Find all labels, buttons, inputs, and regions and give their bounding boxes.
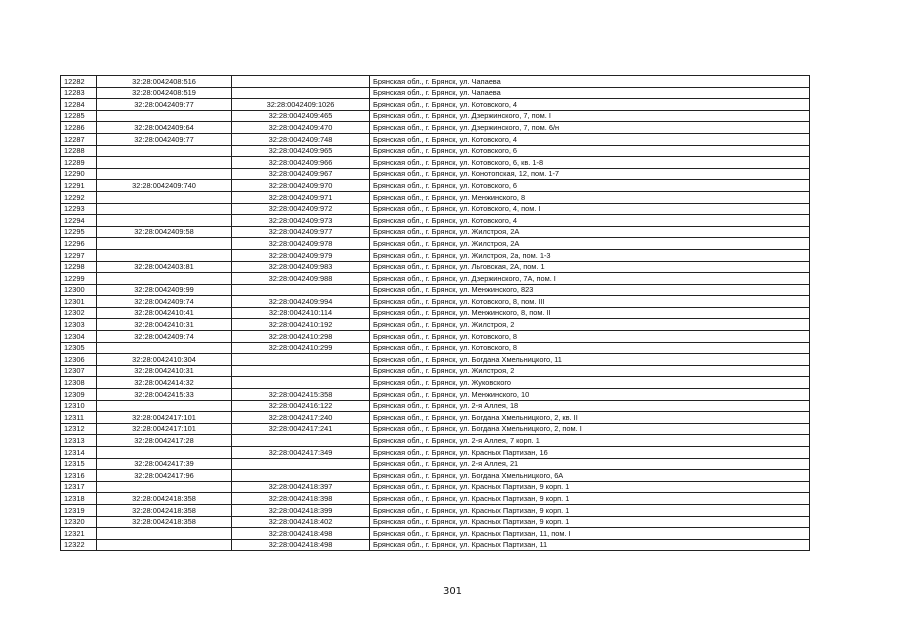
building-number-cell: 32:28:0042409:977 [232, 226, 370, 238]
table-row [61, 307, 810, 319]
table-row [61, 168, 810, 180]
row-number-cell: 12296 [61, 238, 97, 250]
land-plot-number-cell: 32:28:0042418:358 [97, 516, 232, 528]
address-cell: Брянская обл., г. Брянск, ул. Дзержинского, 7, пом. 6/н [370, 122, 810, 134]
address-cell: Брянская обл., г. Брянск, ул. Менжинского, 823 [370, 284, 810, 296]
land-plot-number-cell: 32:28:0042415:33 [97, 389, 232, 401]
land-plot-number-cell [97, 481, 232, 493]
land-plot-number-cell: 32:28:0042417:39 [97, 458, 232, 470]
building-number-cell: 32:28:0042410:114 [232, 307, 370, 319]
row-number-cell: 12310 [61, 400, 97, 412]
cadastral-table [60, 75, 810, 551]
building-number-cell: 32:28:0042418:498 [232, 539, 370, 551]
row-number-cell: 12302 [61, 307, 97, 319]
land-plot-number-cell [97, 342, 232, 354]
building-number-cell: 32:28:0042415:358 [232, 389, 370, 401]
table-row [61, 203, 810, 215]
land-plot-number-cell: 32:28:0042410:31 [97, 365, 232, 377]
building-number-cell: 32:28:0042410:299 [232, 342, 370, 354]
row-number-cell: 12282 [61, 76, 97, 88]
building-number-cell [232, 87, 370, 99]
row-number-cell: 12290 [61, 168, 97, 180]
address-cell: Брянская обл., г. Брянск, ул. Дзержинского, 7, пом. I [370, 110, 810, 122]
building-number-cell [232, 377, 370, 389]
land-plot-number-cell [97, 447, 232, 459]
address-cell: Брянская обл., г. Брянск, ул. Котовского, 4 [370, 133, 810, 145]
building-number-cell: 32:28:0042417:241 [232, 423, 370, 435]
land-plot-number-cell: 32:28:0042410:31 [97, 319, 232, 331]
row-number-cell: 12287 [61, 133, 97, 145]
table-row [61, 99, 810, 111]
land-plot-number-cell: 32:28:0042408:516 [97, 76, 232, 88]
address-cell: Брянская обл., г. Брянск, ул. Котовского, 8, пом. III [370, 296, 810, 308]
address-cell: Брянская обл., г. Брянск, ул. 2-я Аллея, 18 [370, 400, 810, 412]
table-row [61, 435, 810, 447]
building-number-cell: 32:28:0042409:965 [232, 145, 370, 157]
land-plot-number-cell [97, 215, 232, 227]
row-number-cell: 12300 [61, 284, 97, 296]
table-row [61, 377, 810, 389]
row-number-cell: 12317 [61, 481, 97, 493]
row-number-cell: 12305 [61, 342, 97, 354]
address-cell: Брянская обл., г. Брянск, ул. Котовского, 4, пом. I [370, 203, 810, 215]
table-row [61, 342, 810, 354]
building-number-cell: 32:28:0042418:398 [232, 493, 370, 505]
table-body [61, 76, 810, 551]
address-cell: Брянская обл., г. Брянск, ул. Котовского, 6, кв. 1-8 [370, 157, 810, 169]
table-row [61, 284, 810, 296]
building-number-cell: 32:28:0042409:966 [232, 157, 370, 169]
row-number-cell: 12322 [61, 539, 97, 551]
address-cell: Брянская обл., г. Брянск, ул. Жилстроя, 2А [370, 226, 810, 238]
land-plot-number-cell: 32:28:0042417:96 [97, 470, 232, 482]
address-cell: Брянская обл., г. Брянск, ул. Красных Партизан, 16 [370, 447, 810, 459]
building-number-cell: 32:28:0042418:402 [232, 516, 370, 528]
table-row [61, 470, 810, 482]
row-number-cell: 12294 [61, 215, 97, 227]
address-cell: Брянская обл., г. Брянск, ул. Льговская, 2А, пом. 1 [370, 261, 810, 273]
table-row [61, 423, 810, 435]
table-row [61, 319, 810, 331]
building-number-cell: 32:28:0042409:470 [232, 122, 370, 134]
table-row [61, 110, 810, 122]
address-cell: Брянская обл., г. Брянск, ул. Менжинского, 8, пом. II [370, 307, 810, 319]
row-number-cell: 12288 [61, 145, 97, 157]
address-cell: Брянская обл., г. Брянск, ул. 2-я Аллея, 7 корп. 1 [370, 435, 810, 447]
table-row [61, 400, 810, 412]
row-number-cell: 12289 [61, 157, 97, 169]
row-number-cell: 12319 [61, 504, 97, 516]
table-row [61, 389, 810, 401]
table-row [61, 296, 810, 308]
address-cell: Брянская обл., г. Брянск, ул. Дзержинского, 7А, пом. I [370, 273, 810, 285]
building-number-cell [232, 458, 370, 470]
table-row [61, 145, 810, 157]
row-number-cell: 12292 [61, 191, 97, 203]
row-number-cell: 12314 [61, 447, 97, 459]
land-plot-number-cell: 32:28:0042410:304 [97, 354, 232, 366]
row-number-cell: 12321 [61, 528, 97, 540]
building-number-cell: 32:28:0042409:979 [232, 249, 370, 261]
address-cell: Брянская обл., г. Брянск, ул. Красных Партизан, 11 [370, 539, 810, 551]
row-number-cell: 12286 [61, 122, 97, 134]
row-number-cell: 12283 [61, 87, 97, 99]
land-plot-number-cell: 32:28:0042417:28 [97, 435, 232, 447]
table-row [61, 180, 810, 192]
land-plot-number-cell [97, 191, 232, 203]
row-number-cell: 12307 [61, 365, 97, 377]
land-plot-number-cell [97, 203, 232, 215]
address-cell: Брянская обл., г. Брянск, ул. Жилстроя, 2 [370, 319, 810, 331]
address-cell: Брянская обл., г. Брянск, ул. Чапаева [370, 87, 810, 99]
address-cell: Брянская обл., г. Брянск, ул. Чапаева [370, 76, 810, 88]
table-row [61, 226, 810, 238]
land-plot-number-cell: 32:28:0042409:740 [97, 180, 232, 192]
address-cell: Брянская обл., г. Брянск, ул. Котовского, 6 [370, 145, 810, 157]
table-row [61, 87, 810, 99]
land-plot-number-cell: 32:28:0042409:77 [97, 133, 232, 145]
row-number-cell: 12311 [61, 412, 97, 424]
building-number-cell [232, 76, 370, 88]
building-number-cell: 32:28:0042418:397 [232, 481, 370, 493]
land-plot-number-cell [97, 249, 232, 261]
address-cell: Брянская обл., г. Брянск, ул. Жилстроя, 2 [370, 365, 810, 377]
land-plot-number-cell [97, 145, 232, 157]
building-number-cell: 32:28:0042409:994 [232, 296, 370, 308]
building-number-cell: 32:28:0042409:748 [232, 133, 370, 145]
row-number-cell: 12285 [61, 110, 97, 122]
land-plot-number-cell: 32:28:0042418:358 [97, 504, 232, 516]
row-number-cell: 12304 [61, 331, 97, 343]
land-plot-number-cell [97, 528, 232, 540]
building-number-cell: 32:28:0042418:498 [232, 528, 370, 540]
building-number-cell: 32:28:0042409:973 [232, 215, 370, 227]
land-plot-number-cell [97, 273, 232, 285]
row-number-cell: 12303 [61, 319, 97, 331]
table-row [61, 447, 810, 459]
table-row [61, 157, 810, 169]
row-number-cell: 12309 [61, 389, 97, 401]
row-number-cell: 12312 [61, 423, 97, 435]
table-row [61, 365, 810, 377]
address-cell: Брянская обл., г. Брянск, ул. Жуковского [370, 377, 810, 389]
building-number-cell: 32:28:0042409:1026 [232, 99, 370, 111]
table-row [61, 76, 810, 88]
address-cell: Брянская обл., г. Брянск, ул. Красных Партизан, 9 корп. 1 [370, 493, 810, 505]
address-cell: Брянская обл., г. Брянск, ул. Богдана Хмельницкого, 11 [370, 354, 810, 366]
address-cell: Брянская обл., г. Брянск, ул. Котовского, 4 [370, 99, 810, 111]
address-cell: Брянская обл., г. Брянск, ул. Жилстроя, 2А [370, 238, 810, 250]
address-cell: Брянская обл., г. Брянск, ул. Менжинского, 8 [370, 191, 810, 203]
address-cell: Брянская обл., г. Брянск, ул. Богдана Хмельницкого, 2, пом. I [370, 423, 810, 435]
row-number-cell: 12284 [61, 99, 97, 111]
address-cell: Брянская обл., г. Брянск, ул. Котовского, 4 [370, 215, 810, 227]
table-row [61, 504, 810, 516]
row-number-cell: 12316 [61, 470, 97, 482]
table-row [61, 238, 810, 250]
land-plot-number-cell: 32:28:0042417:101 [97, 423, 232, 435]
land-plot-number-cell: 32:28:0042417:101 [97, 412, 232, 424]
row-number-cell: 12297 [61, 249, 97, 261]
row-number-cell: 12308 [61, 377, 97, 389]
building-number-cell: 32:28:0042417:240 [232, 412, 370, 424]
table-row [61, 516, 810, 528]
table-row [61, 539, 810, 551]
land-plot-number-cell [97, 539, 232, 551]
row-number-cell: 12301 [61, 296, 97, 308]
address-cell: Брянская обл., г. Брянск, ул. Красных Партизан, 11, пом. I [370, 528, 810, 540]
table-row [61, 354, 810, 366]
building-number-cell: 32:28:0042409:978 [232, 238, 370, 250]
address-cell: Брянская обл., г. Брянск, ул. Богдана Хмельницкого, 2, кв. II [370, 412, 810, 424]
land-plot-number-cell: 32:28:0042409:64 [97, 122, 232, 134]
land-plot-number-cell [97, 168, 232, 180]
building-number-cell: 32:28:0042409:972 [232, 203, 370, 215]
address-cell: Брянская обл., г. Брянск, ул. Богдана Хмельницкого, 6А [370, 470, 810, 482]
row-number-cell: 12315 [61, 458, 97, 470]
row-number-cell: 12291 [61, 180, 97, 192]
building-number-cell: 32:28:0042409:983 [232, 261, 370, 273]
table-row [61, 215, 810, 227]
address-cell: Брянская обл., г. Брянск, ул. Котовского, 8 [370, 342, 810, 354]
address-cell: Брянская обл., г. Брянск, ул. Котовского, 6 [370, 180, 810, 192]
building-number-cell: 32:28:0042410:298 [232, 331, 370, 343]
row-number-cell: 12313 [61, 435, 97, 447]
row-number-cell: 12318 [61, 493, 97, 505]
address-cell: Брянская обл., г. Брянск, ул. Котовского, 8 [370, 331, 810, 343]
land-plot-number-cell [97, 110, 232, 122]
table-row [61, 493, 810, 505]
building-number-cell [232, 365, 370, 377]
address-cell: Брянская обл., г. Брянск, ул. Конотопская, 12, пом. 1-7 [370, 168, 810, 180]
table-row [61, 481, 810, 493]
address-cell: Брянская обл., г. Брянск, ул. Жилстроя, 2а, пом. 1-3 [370, 249, 810, 261]
building-number-cell [232, 354, 370, 366]
table-row [61, 133, 810, 145]
land-plot-number-cell [97, 157, 232, 169]
land-plot-number-cell [97, 400, 232, 412]
row-number-cell: 12306 [61, 354, 97, 366]
table-row [61, 528, 810, 540]
table-row [61, 273, 810, 285]
land-plot-number-cell [97, 238, 232, 250]
building-number-cell: 32:28:0042409:970 [232, 180, 370, 192]
building-number-cell: 32:28:0042409:988 [232, 273, 370, 285]
table-row [61, 191, 810, 203]
land-plot-number-cell: 32:28:0042403:81 [97, 261, 232, 273]
row-number-cell: 12293 [61, 203, 97, 215]
building-number-cell [232, 435, 370, 447]
address-cell: Брянская обл., г. Брянск, ул. Красных Партизан, 9 корп. 1 [370, 516, 810, 528]
land-plot-number-cell: 32:28:0042414:32 [97, 377, 232, 389]
building-number-cell [232, 470, 370, 482]
address-cell: Брянская обл., г. Брянск, ул. Красных Партизан, 9 корп. 1 [370, 481, 810, 493]
address-cell: Брянская обл., г. Брянск, ул. Менжинского, 10 [370, 389, 810, 401]
land-plot-number-cell: 32:28:0042409:77 [97, 99, 232, 111]
table-row [61, 458, 810, 470]
land-plot-number-cell: 32:28:0042409:58 [97, 226, 232, 238]
building-number-cell: 32:28:0042418:399 [232, 504, 370, 516]
address-cell: Брянская обл., г. Брянск, ул. 2-я Аллея, 21 [370, 458, 810, 470]
table-row [61, 331, 810, 343]
row-number-cell: 12298 [61, 261, 97, 273]
building-number-cell: 32:28:0042410:192 [232, 319, 370, 331]
building-number-cell: 32:28:0042409:465 [232, 110, 370, 122]
building-number-cell [232, 284, 370, 296]
building-number-cell: 32:28:0042416:122 [232, 400, 370, 412]
land-plot-number-cell: 32:28:0042409:74 [97, 331, 232, 343]
building-number-cell: 32:28:0042409:967 [232, 168, 370, 180]
land-plot-number-cell: 32:28:0042409:74 [97, 296, 232, 308]
land-plot-number-cell: 32:28:0042409:99 [97, 284, 232, 296]
page-number: 301 [442, 586, 463, 597]
land-plot-number-cell: 32:28:0042408:519 [97, 87, 232, 99]
building-number-cell: 32:28:0042409:971 [232, 191, 370, 203]
table-row [61, 122, 810, 134]
table-row [61, 412, 810, 424]
table-row [61, 249, 810, 261]
table-row [61, 261, 810, 273]
row-number-cell: 12295 [61, 226, 97, 238]
address-cell: Брянская обл., г. Брянск, ул. Красных Партизан, 9 корп. 1 [370, 504, 810, 516]
land-plot-number-cell: 32:28:0042410:41 [97, 307, 232, 319]
land-plot-number-cell: 32:28:0042418:358 [97, 493, 232, 505]
row-number-cell: 12320 [61, 516, 97, 528]
row-number-cell: 12299 [61, 273, 97, 285]
building-number-cell: 32:28:0042417:349 [232, 447, 370, 459]
